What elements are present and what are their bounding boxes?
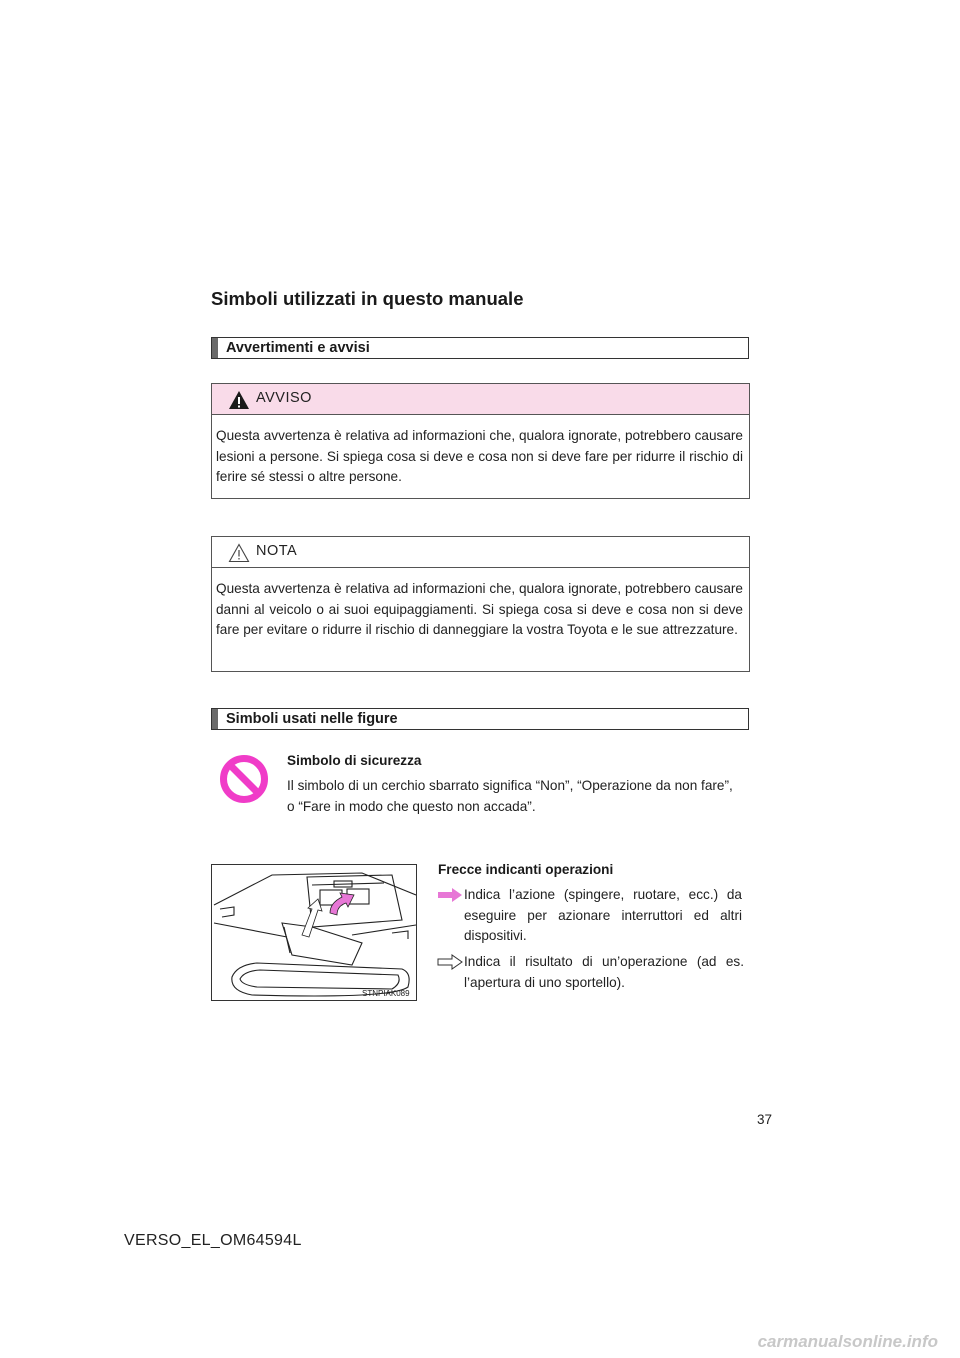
action-arrow-icon	[437, 887, 463, 908]
overhead-console-illustration	[212, 865, 417, 1001]
prohibition-icon	[219, 754, 269, 809]
caution-triangle-icon	[228, 543, 250, 568]
result-arrow-text: Indica il risultato di un’operazione (ad es. l’apertura di uno sportello).	[464, 954, 744, 990]
section-header-warnings	[211, 337, 749, 359]
safety-symbol-title: Simbolo di sicurezza	[287, 753, 422, 768]
nota-text: Questa avvertenza è relativa ad informazioni che, qualora ignorate, potrebbero causare danni al veicolo o ai suoi equipaggiamenti. Si spiega cosa si deve e cosa non si deve fare per evitare o ridurre il rischio di danneggiare la vostra Toyota e le sue attrezzature.	[216, 581, 743, 637]
footer-code: VERSO_EL_OM64594L	[124, 1232, 302, 1249]
result-arrow-icon	[437, 954, 463, 975]
operation-figure	[211, 864, 417, 1001]
avviso-header	[212, 384, 749, 415]
section-title-warnings: Avvertimenti e avvisi	[226, 340, 370, 356]
avviso-box	[211, 383, 750, 499]
operation-arrows-title: Frecce indicanti operazioni	[438, 862, 614, 877]
page-title: Simboli utilizzati in questo manuale	[211, 288, 524, 309]
nota-header	[212, 537, 749, 568]
action-arrow-text: Indica l’azione (spingere, ruotare, ecc.) da eseguire per azionare interruttori ed altri dispositivi.	[464, 887, 742, 943]
section-title-figures: Simboli usati nelle figure	[226, 711, 398, 727]
section-accent	[212, 338, 218, 358]
page-number: 37	[757, 1112, 773, 1127]
safety-symbol-text: Il simbolo di un cerchio sbarrato significa “Non”, “Operazione da non fare”, o “Fare in modo che questo non accada”.	[287, 778, 733, 814]
watermark: carmanualsonline.info	[757, 1332, 938, 1351]
section-accent	[212, 709, 218, 729]
avviso-text: Questa avvertenza è relativa ad informazioni che, qualora ignorate, potrebbero causare lesioni a persone. Si spiega cosa si deve e cosa non si deve fare per ridurre il rischio di ferire sé stessi o altre persone.	[216, 428, 743, 484]
nota-title: NOTA	[256, 543, 298, 559]
warning-triangle-icon	[228, 390, 250, 415]
section-header-figures	[211, 708, 749, 730]
figure-code: STNPIAK089	[362, 989, 410, 998]
nota-box	[211, 536, 750, 672]
avviso-title: AVVISO	[256, 390, 312, 406]
